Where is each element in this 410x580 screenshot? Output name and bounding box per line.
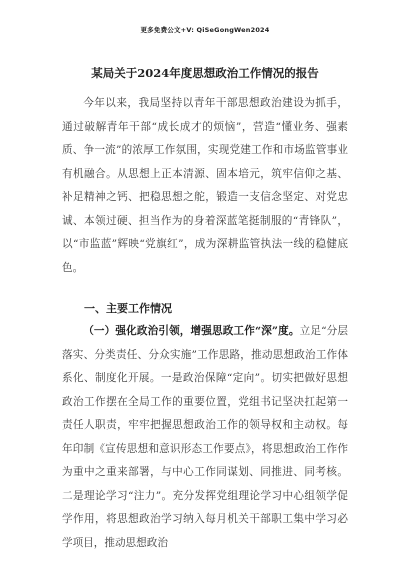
header-note: 更多免费公文+V: QiSeGongWen2024 xyxy=(140,26,270,34)
paragraph-text: 立足“分层落实、分类责任、分众实施”工作思路，推动思想政治工作体系化、制度化开展。一是政治保障“定向”。切实把做好思想政治工作摆在全局工作的重要位置，党组书记坚决扛起第一责任人职责，牢牢把握思想政治工作的领导权和主动权。每年印制《宣传思想和意识形态工作要点》，将思想政治工作作为重中之重来部署，与中心工作同谋划、同推进、同考核。二是理论学习“注力”。充分发挥党组理论学习中心组领学促学作用，将思想政治学习纳入每月机关干部职工集中学习必学项目，推动思想政治 xyxy=(62,325,348,549)
body-paragraph xyxy=(62,320,348,555)
intro-paragraph: 今年以来，我局坚持以青年干部思想政治建设为抓手，通过破解青年干部“成长成才的烦恼”，营造“懂业务、强素质、争一流”的浓厚工作氛围，实现党建工作和市场监管事业有机融合。从思想上正本清源、固本培元，筑牢信仰之基、补足精神之钙、把稳思想之舵，锻造一支信念坚定、对党忠诚、本领过硬、担当作为的身着深蓝笔挺制服的“青锋队”，以“市监蓝”辉映“党旗红”，成为深耕监管执法一线的稳健底色。 xyxy=(62,97,348,274)
section-heading: 一、主要工作情况 xyxy=(84,302,172,315)
paragraph-subheading: （一）强化政治引领，增强思政工作“深”度。 xyxy=(83,325,300,337)
document-title: 某局关于2024年度思想政治工作情况的报告 xyxy=(91,66,319,80)
